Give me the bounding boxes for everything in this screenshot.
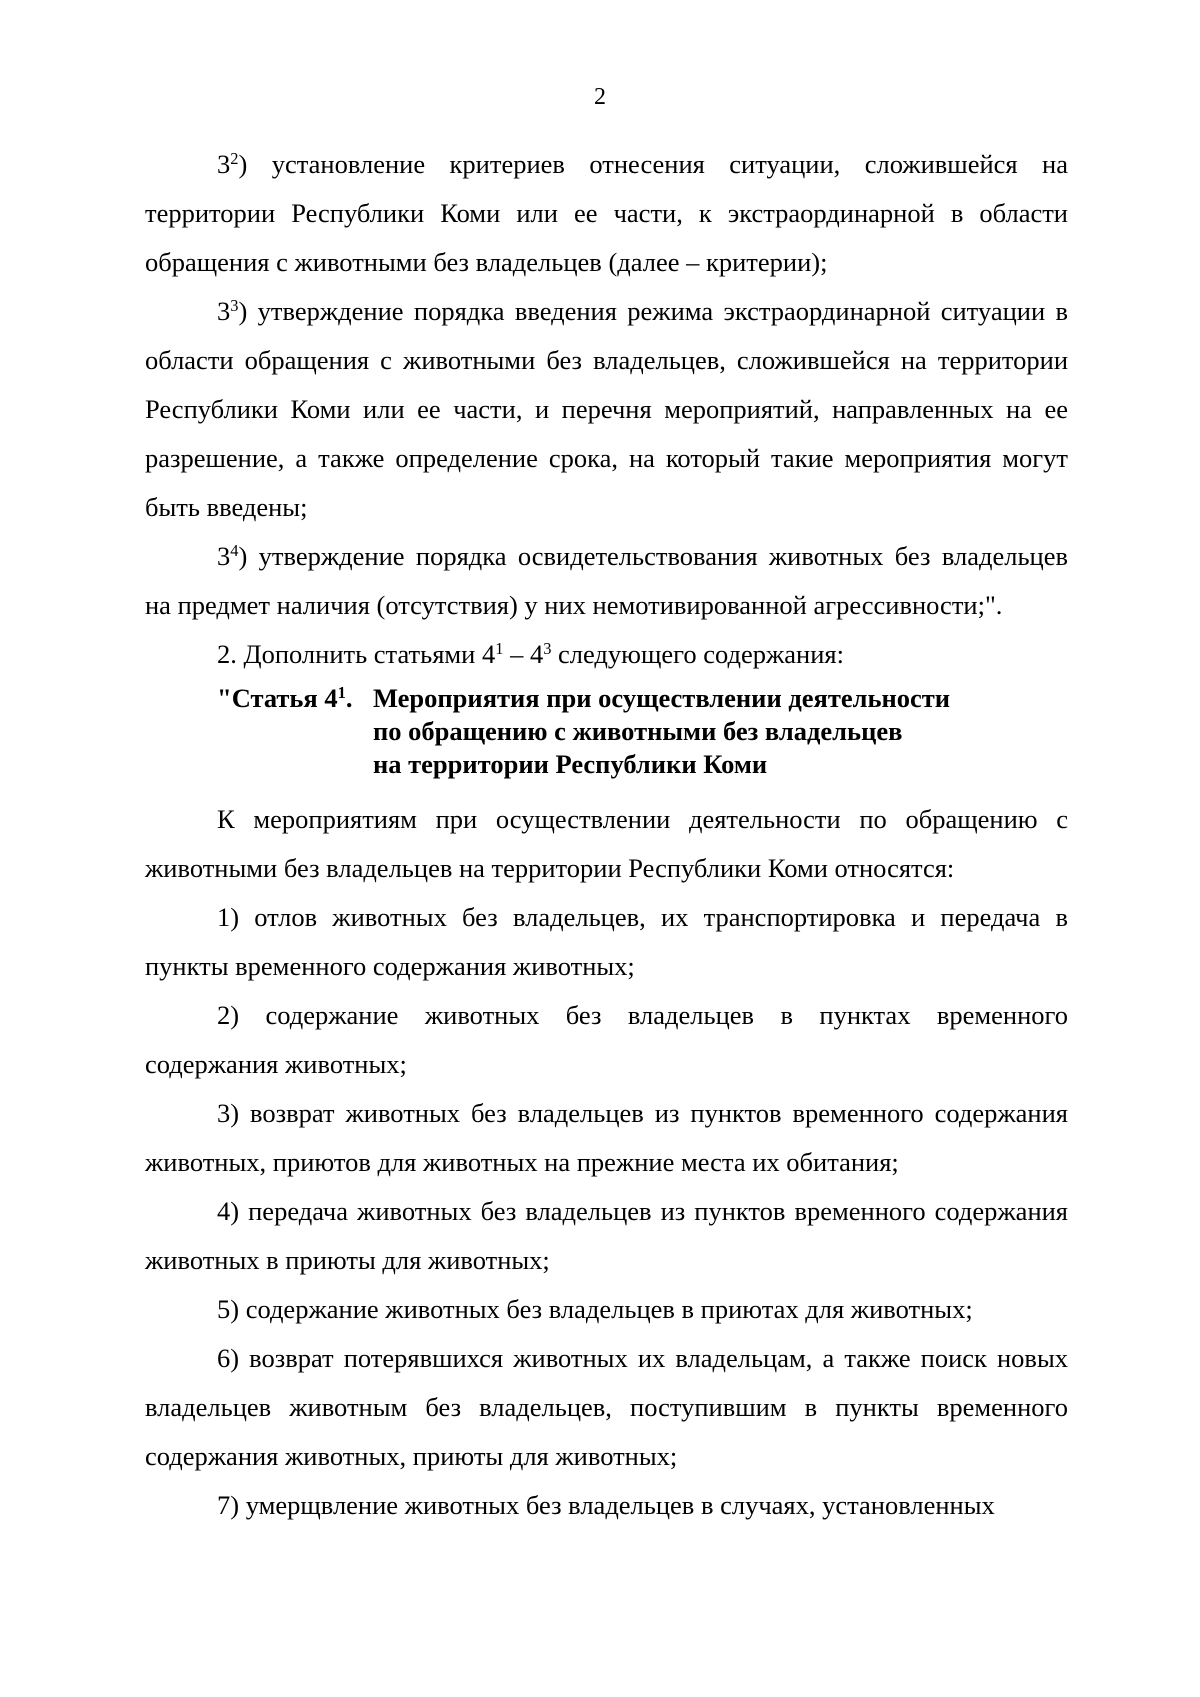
- article-label-superscript: 1: [337, 682, 346, 702]
- item-number: 3: [217, 541, 231, 571]
- paragraph-3-2: [145, 140, 1068, 287]
- item-number: 3: [217, 149, 231, 179]
- item-number: 3: [217, 296, 231, 326]
- paragraph-3-3: [145, 287, 1068, 532]
- article-label: "Статья 4: [217, 683, 338, 713]
- article-label-dot: .: [345, 683, 353, 713]
- item-superscript: 3: [230, 295, 239, 315]
- document-body: [145, 140, 1068, 1530]
- list-item-6: 6) возврат потерявшихся животных их владельцам, а также поиск новых владельцев животным без владельцев, поступившим в пункты временного содержания животных, приюты для животных;: [145, 1343, 1068, 1471]
- list-item-2: 2) содержание животных без владельцев в пунктах временного содержания животных;: [145, 1000, 1068, 1079]
- list-item-5: 5) содержание животных без владельцев в приютах для животных;: [217, 1294, 973, 1324]
- article-heading-line: по обращению с животными без владельцев: [373, 716, 903, 746]
- page-number: 2: [594, 84, 606, 110]
- paragraph-text: ) установление критериев отнесения ситуации, сложившейся на территории Республики Коми или ее части, к экстраординарной в области обращения с животными без владельцев (далее – критерии);: [145, 149, 1068, 277]
- item2-mid: – 4: [503, 639, 544, 669]
- item2-lead: 2. Дополнить статьями 4: [217, 639, 496, 669]
- list-item-3: 3) возврат животных без владельцев из пунктов временного содержания животных, приютов для животных на прежние места их обитания;: [145, 1098, 1068, 1177]
- item2-tail: следующего содержания:: [551, 639, 844, 669]
- paragraph-text: ) утверждение порядка введения режима экстраординарной ситуации в области обращения с животными без владельцев, сложившейся на территории Республики Коми или ее части, и перечня мероприятий, направленных на ее разрешение, а также определение срока, на который такие мероприятия могут быть введены;: [145, 296, 1068, 522]
- paragraph-item-2: [145, 630, 1068, 679]
- article-heading-title: [373, 682, 950, 781]
- paragraph-intro: К мероприятиям при осуществлении деятельности по обращению с животными без владельцев на территории Республики Коми относятся:: [145, 804, 1068, 883]
- paragraph-text: ) утверждение порядка освидетельствования животных без владельцев на предмет наличия (отсутствия) у них немотивированной агрессивности;".: [145, 541, 1068, 620]
- article-heading: [217, 682, 1068, 781]
- list-item-7: 7) умерщвление животных без владельцев в случаях, установленных: [217, 1490, 995, 1520]
- paragraph-3-4: [145, 532, 1068, 630]
- list-item-1: 1) отлов животных без владельцев, их транспортировка и передача в пункты временного содержания животных;: [145, 902, 1068, 981]
- article-heading-line: на территории Республики Коми: [373, 749, 768, 779]
- item-superscript: 2: [230, 148, 239, 168]
- item2-sup1: 1: [495, 638, 504, 658]
- list-item-4: 4) передача животных без владельцев из пунктов временного содержания животных в приюты для животных;: [145, 1196, 1068, 1275]
- item2-sup2: 3: [543, 638, 552, 658]
- item-superscript: 4: [230, 540, 239, 560]
- article-heading-prefix: [217, 682, 373, 781]
- article-heading-line: Мероприятия при осуществлении деятельности: [373, 683, 951, 713]
